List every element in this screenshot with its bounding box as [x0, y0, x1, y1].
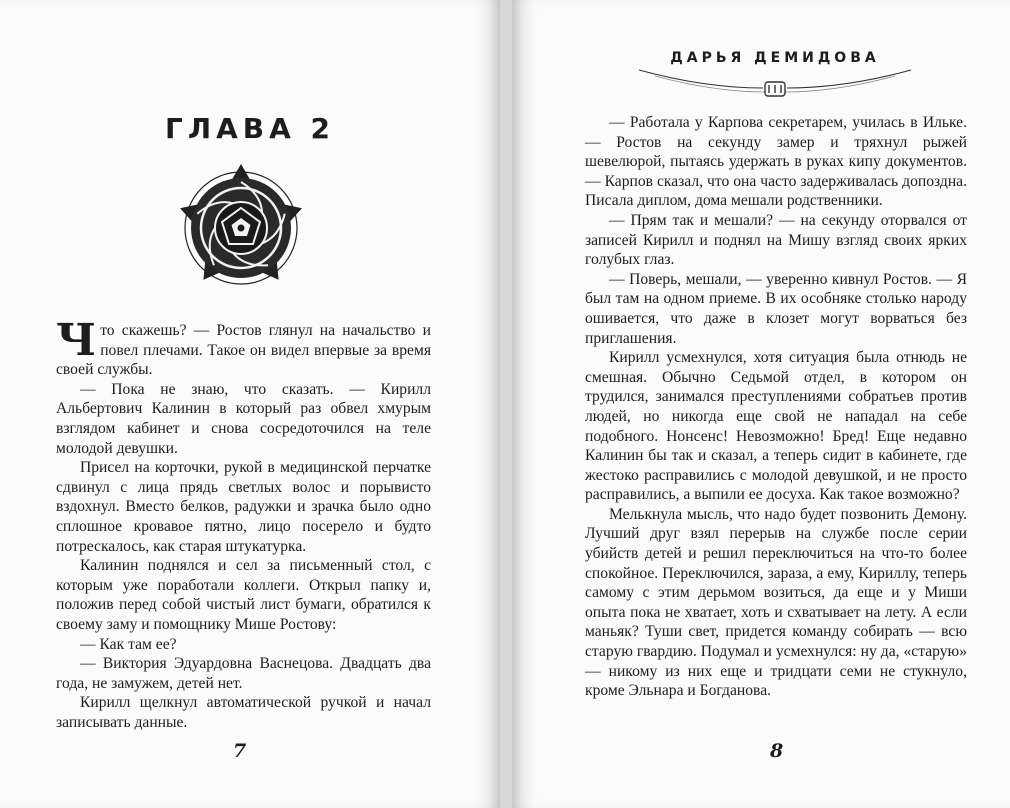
book-gutter: [500, 0, 512, 808]
paragraph: — Виктория Эдуардовна Васнецова. Двадцать два года, не замужем, детей нет.: [56, 655, 431, 692]
rose-ornament-icon: [167, 158, 315, 298]
page-number: 7: [233, 740, 247, 762]
paragraph: Кирилл усмехнулся, хотя ситуация была отнюдь не смешная. Обычно Седьмой отдел, в котором он трудился, занимался преступлениями собратьев против людей, но никогда еще свой не нападал на себе подобного. Нонсенс! Невозможно! Бред! Еще недавно Калинин бы так и сказал, а теперь сидит в кабинете, где жестоко расправились с молодой девушкой, и не просто расправились, а выпили ее досуха. Как такое возможно?: [585, 349, 967, 504]
paragraph: — Пока не знаю, что сказать. — Кирилл Альбертович Калинин в который раз обвел хмурым взглядом кабинет и снова сосредоточился на теле молодой девушки.: [56, 380, 431, 457]
paragraph: — Поверь, мешали, — уверенно кивнул Ростов. — Я был там на одном приеме. В их особняке столько народу ошивается, что даже в клозет могут ворваться без приглашения.: [585, 270, 967, 347]
paragraph: — Прям так и мешали? — на секунду оторвался от записей Кирилл и поднял на Мишу взгляд своих ярких голубых глаз.: [585, 211, 967, 269]
paragraph: Что скажешь? — Ростов глянул на начальство и повел плечами. Такое он видел впервые за время своей службы.: [56, 315, 431, 379]
paragraph: Присел на корточки, рукой в медицинской перчатке сдвинул с лица прядь светлых волос и порывисто вздохнул. Вместо белков, радужки и зрачка было одно сплошное кровавое пятно, лицо посерело и будто потрескалось, как старая штукатурка.: [56, 459, 431, 555]
drop-cap: Ч: [56, 315, 97, 366]
paragraph: Мелькнула мысль, что надо будет позвонить Демону. Лучший друг взял перерыв на службе после серии убийств детей и решил переключиться на что-то более спокойное. Переключился, зараза, а ему, Кириллу, теперь самому с этим дерьмом возиться, да еще и у Миши опыта пока не хватает, хоть и схватывает на лету. А если маньяк? Туши свет, придется команду собирать — всю старую гвардию. Подумал и усмехнулся: ну да, «старую» — никому из них еще и тридцати семи не стукнуло, кроме Эльнара и Богданова.: [585, 505, 967, 700]
page-number: 8: [770, 740, 784, 762]
paragraph: Кирилл щелкнул автоматической ручкой и начал записывать данные.: [56, 694, 431, 731]
paragraph: — Работала у Карпова секретарем, училась в Ильке. — Ростов на секунду замер и тряхнул рыжей шевелюрой, пытаясь удержать в руках кипу документов. — Карпов сказал, что она часто задерживалась допоздна. Писала диплом, дома мешали родственники.: [585, 114, 967, 210]
chapter-title: ГЛАВА 2: [164, 112, 335, 145]
left-body-text: [56, 315, 431, 732]
left-page: [0, 0, 500, 808]
paragraph: — Как там ее?: [80, 635, 177, 653]
running-head: ДАРЬЯ ДЕМИДОВА: [670, 50, 880, 66]
header-flourish-icon: [635, 66, 915, 100]
paragraph: Калинин поднялся и сел за письменный стол, с которым уже поработали коллеги. Открыл папку и, положив перед собой чистый лист бумаги, обратился к своему заму и помощнику Мише Ростову:: [56, 557, 431, 633]
right-body-text: [585, 113, 967, 701]
